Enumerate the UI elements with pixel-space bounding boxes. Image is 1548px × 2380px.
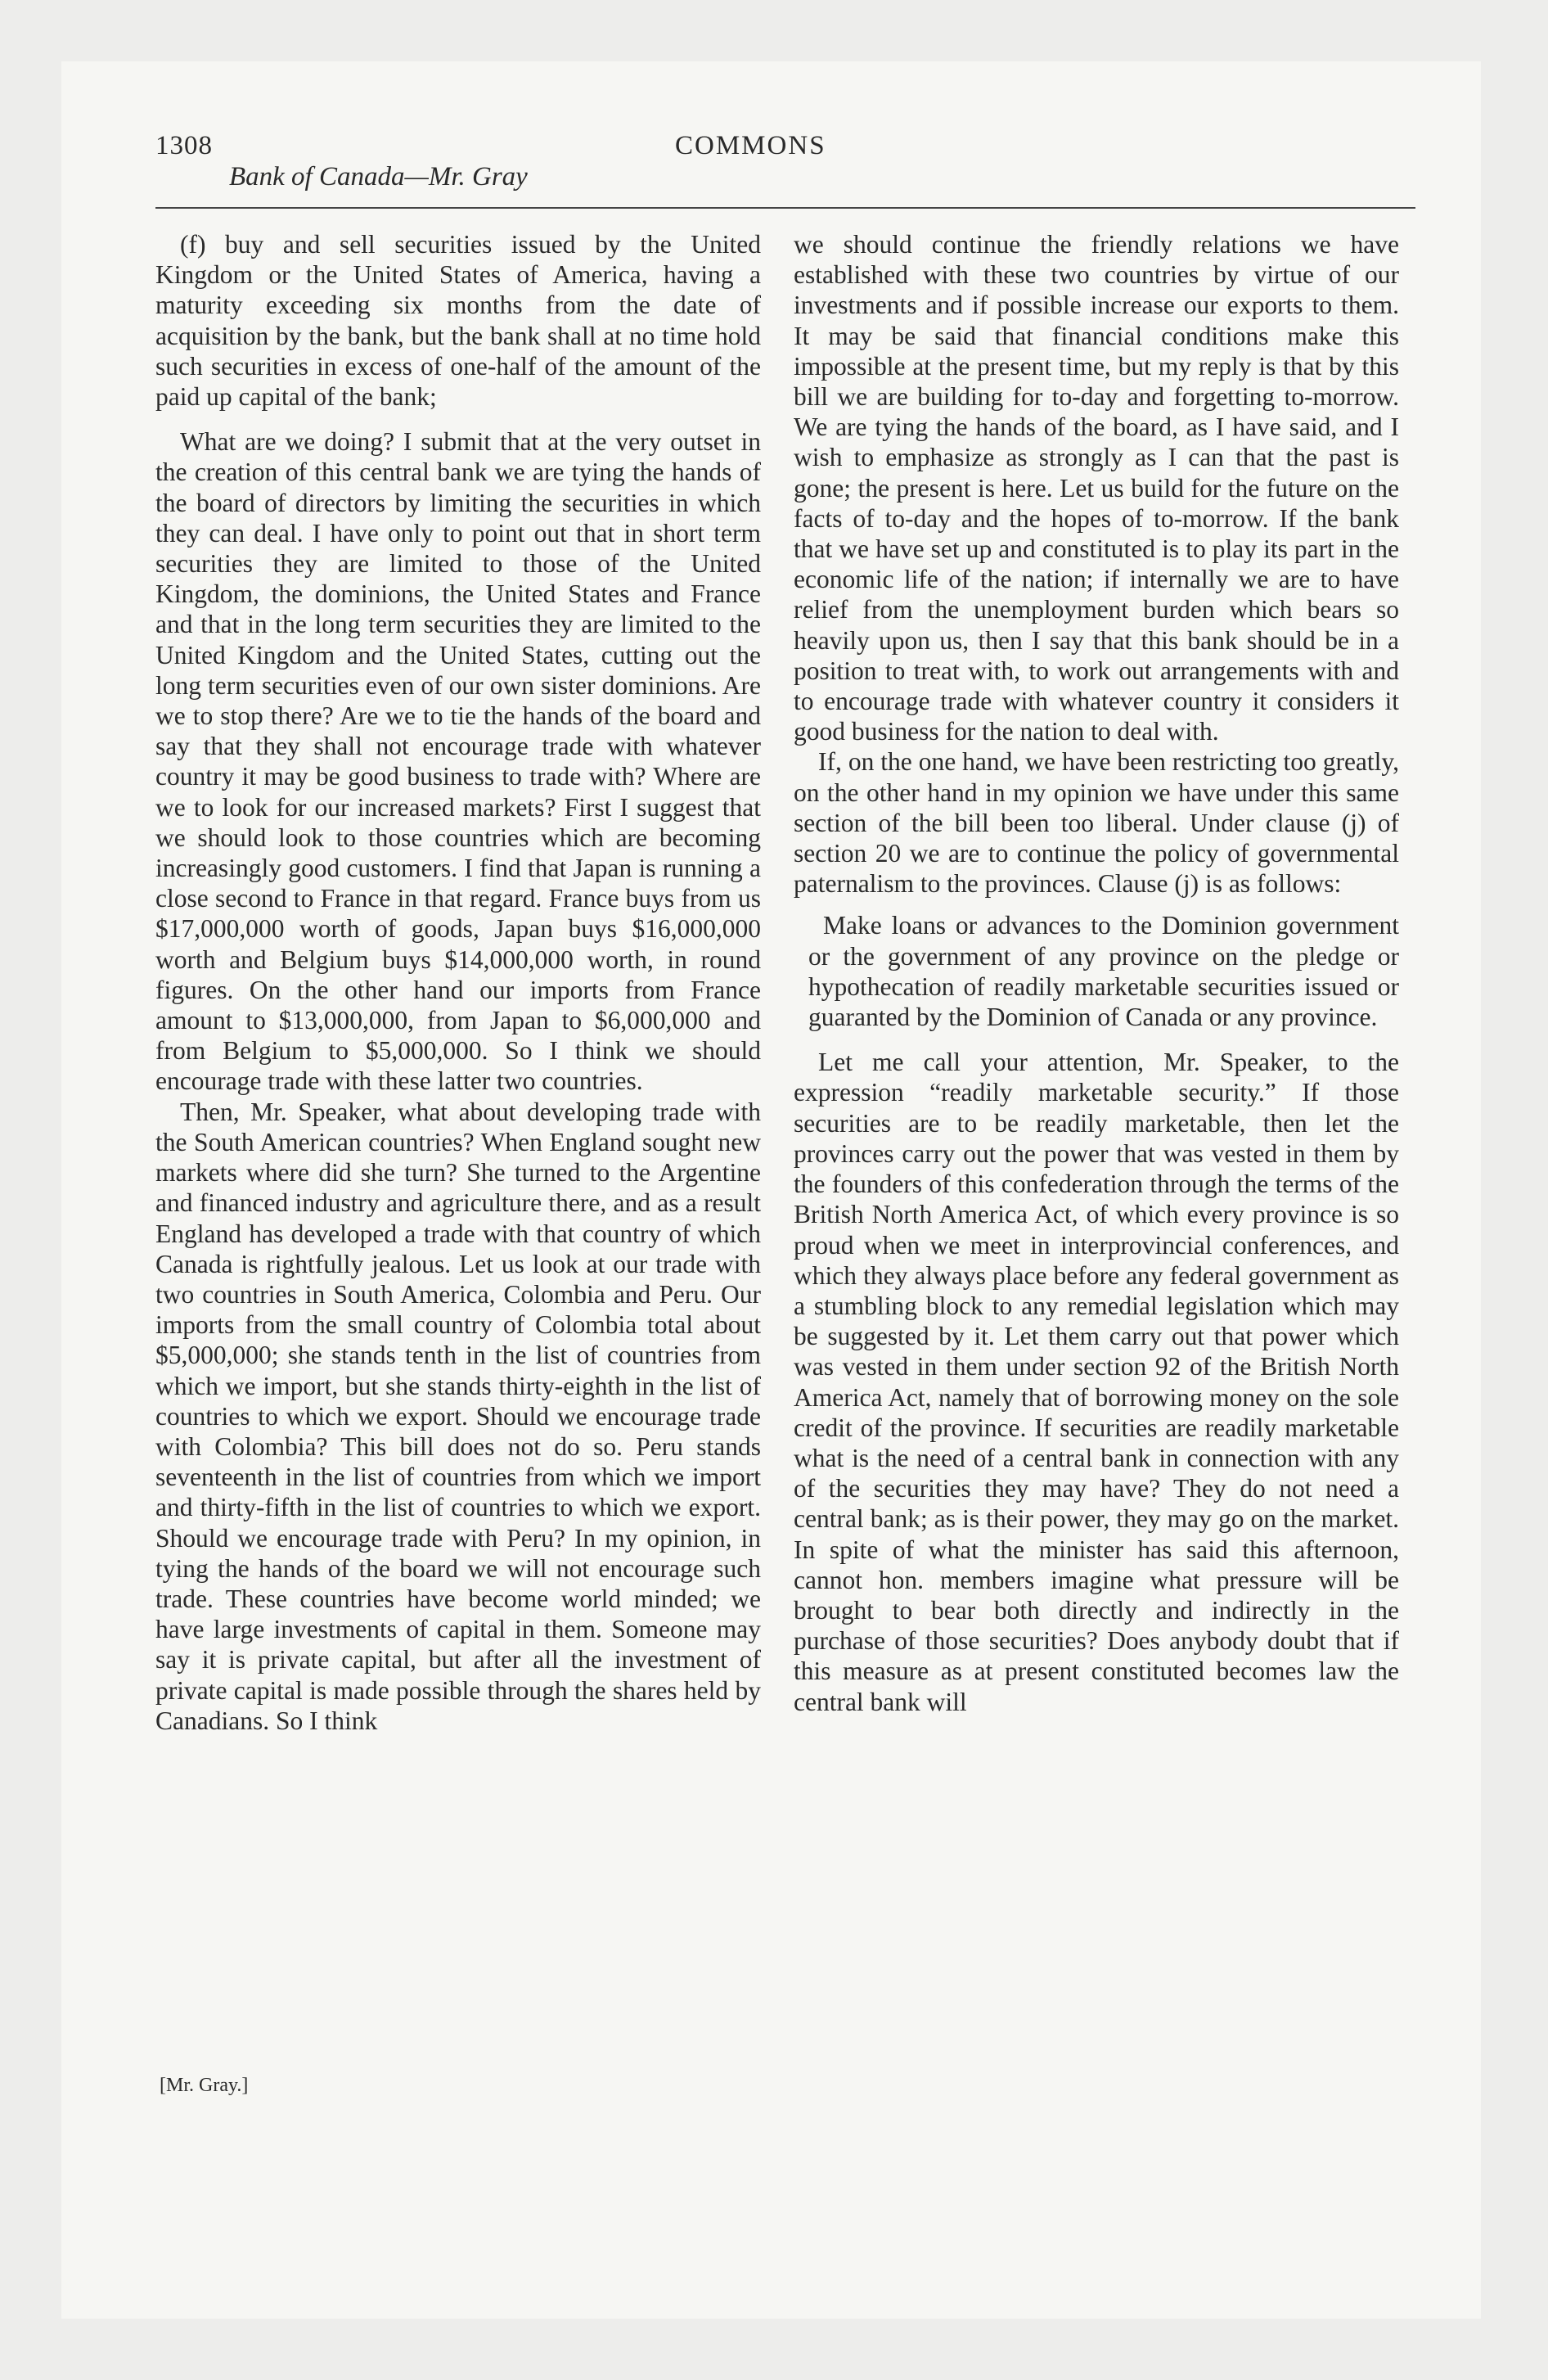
right-paragraph: we should continue the friendly relations we have established with these two countries by virtue of our investments and if possible increase our exports to them. It may be said that financial conditions make this impossible at the present time, but my reply is that by this bill we are building for to-day and forgetting to-morrow. We are tying the hands of the board, as I have said, and I wish to emphasize as strongly as I can that the past is gone; the present is here. Let us build for the future on the facts of to-day and the hopes of to-morrow. If the bank that we have set up and constituted is to play its part in the economic life of the nation; if internally we are to have relief from the unemployment burden which bears so heavily upon us, then I say that this bank should be in a position to treat with, to work out arrangements with and to encourage trade with whatever country it considers it good business for the nation to deal with. [794, 230, 1399, 746]
page-header [155, 131, 1415, 213]
right-paragraph: If, on the one hand, we have been restricting too greatly, on the other hand in my opinion we have under this same section of the bill been too liberal. Under clause (j) of section 20 we are to continue the policy of governmental paternalism to the provinces. Clause (j) is as follows: [794, 747, 1399, 899]
speaker-note: [Mr. Gray.] [160, 2075, 249, 2096]
right-column [794, 229, 1399, 1717]
left-column [155, 229, 761, 1736]
page-number: 1308 [155, 131, 213, 160]
journal-title: COMMONS [675, 131, 826, 160]
quoted-clause-f: (f) buy and sell securities issued by the United Kingdom or the United States of America, having a maturity exceeding six months from the date of acquisition by the bank, but the bank shall at no time hold such securities in excess of one-half of the amount of the paid up capital of the bank; [155, 230, 761, 412]
header-rule [155, 207, 1415, 209]
left-paragraph: Then, Mr. Speaker, what about developing trade with the South American countries? When England sought new markets where did she turn? She turned to the Argentine and financed industry and agriculture there, and as a result England has developed a trade with that country of which Canada is rightfully jealous. Let us look at our trade with two countries in South America, Colombia and Peru. Our imports from the small country of Colombia total about $5,000,000; she stands tenth in the list of countries from which we import, but she stands thirty-eighth in the list of countries to which we export. Should we encourage trade with Colombia? This bill does not do so. Peru stands seventeenth in the list of countries from which we import and thirty-fifth in the list of countries to which we export. Should we encourage trade with Peru? In my opinion, in tying the hands of the board we will not encourage such trade. These countries have become world minded; we have large investments of capital in them. Someone may say it is private capital, but after all the investment of private capital is made possible through the shares held by Canadians. So I think [155, 1097, 761, 1735]
quoted-clause-j: Make loans or advances to the Dominion government or the government of any province on the pledge or hypothecation of readily marketable securities issued or guaranted by the Dominion of Canada or any province. [808, 911, 1399, 1032]
left-paragraph: What are we doing? I submit that at the very outset in the creation of this central bank we are tying the hands of the board of directors by limiting the securities in which they can deal. I have only to point out that in short term securities they are limited to those of the United Kingdom, the dominions, the United States and France and that in the long term securities they are limited to the United Kingdom and the United States, cutting out the long term securities even of our own sister dominions. Are we to stop there? Are we to tie the hands of the board and say that they shall not encourage trade with whatever country it may be good business to trade with? Where are we to look for our increased markets? First I suggest that we should look to those countries which are becoming increasingly good customers. I find that Japan is running a close second to France in that regard. France buys from us $17,000,000 worth of goods, Japan buys $16,000,000 worth and Belgium buys $14,000,000 worth, in round figures. On the other hand our imports from France amount to $13,000,000, from Japan to $6,000,000 and from Belgium to $5,000,000. So I think we should encourage trade with these latter two countries. [155, 427, 761, 1096]
section-title: Bank of Canada—Mr. Gray [229, 162, 528, 192]
right-paragraph: Let me call your attention, Mr. Speaker, to the expression “readily marketable security.” If those securities are to be readily marketable, then let the provinces carry out the power that was vested in them by the founders of this confederation through the terms of the British North America Act, of which every province is so proud when we meet in interprovincial conferences, and which they always place before any federal government as a stumbling block to any remedial legislation which may be suggested by it. Let them carry out that power which was vested in them under section 92 of the British North America Act, namely that of borrowing money on the sole credit of the province. If securities are readily marketable what is the need of a central bank in connection with any of the securities they may have? They do not need a central bank; as is their power, they may go on the market. In spite of what the minister has said this afternoon, cannot hon. members imagine what pressure will be brought to bear both directly and indirectly in the purchase of those securities? Does anybody doubt that if this measure as at present constituted becomes law the central bank will [794, 1048, 1399, 1716]
